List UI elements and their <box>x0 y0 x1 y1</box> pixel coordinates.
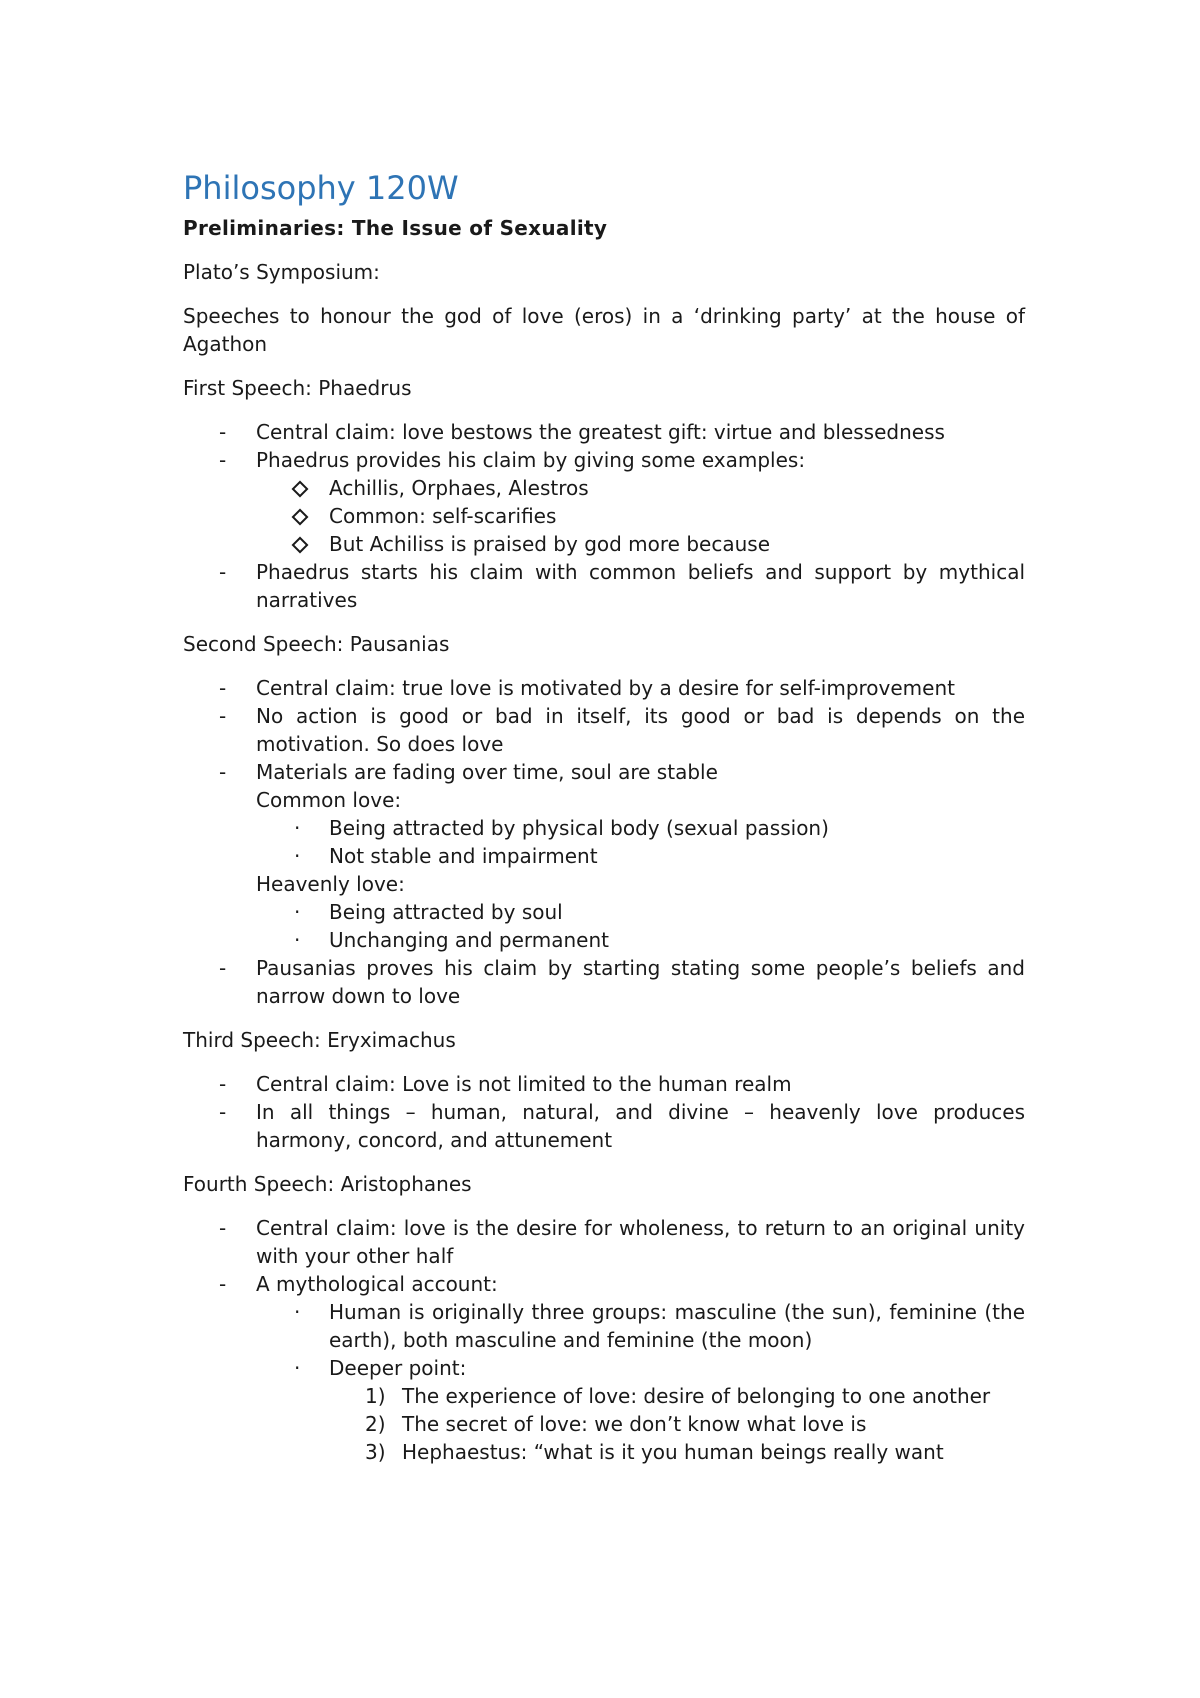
list-item-text: Deeper point: <box>329 1356 467 1380</box>
section-heading-fourth-speech: Fourth Speech: Aristophanes <box>183 1172 472 1196</box>
list-item <box>183 758 1025 786</box>
document-title: Philosophy 120W <box>183 169 459 207</box>
list-item-text: Central claim: true love is motivated by a desire for self-improvement <box>256 676 955 700</box>
second-speech-list <box>183 674 1025 1010</box>
list-item-text: Achillis, Orphaes, Alestros <box>329 476 589 500</box>
dash-marker: - <box>219 956 227 980</box>
dot-bullet-icon: · <box>294 900 301 924</box>
dash-marker: - <box>219 676 227 700</box>
diamond-bullet-icon <box>292 530 322 558</box>
dash-marker: - <box>219 1216 227 1240</box>
list-item <box>183 502 1025 530</box>
list-item <box>183 926 1025 954</box>
dash-marker: - <box>219 1100 227 1124</box>
number-marker: 3) <box>365 1440 386 1464</box>
list-item <box>183 1098 1025 1154</box>
list-item-text: Being attracted by soul <box>329 900 563 924</box>
list-item <box>183 558 1025 614</box>
list-item <box>183 1298 1025 1354</box>
list-item-text: Pausanias proves his claim by starting stating some people’s beliefs and narrow down to love <box>256 956 1025 1008</box>
number-marker: 2) <box>365 1412 386 1436</box>
list-item-text: No action is good or bad in itself, its good or bad is depends on the motivation. So does love <box>256 704 1025 756</box>
dot-bullet-icon: · <box>294 928 301 952</box>
section-heading-second-speech: Second Speech: Pausanias <box>183 632 450 656</box>
third-speech-list <box>183 1070 1025 1154</box>
dot-bullet-icon: · <box>294 1356 301 1380</box>
list-item-text: A mythological account: <box>256 1272 498 1296</box>
list-item-text: Central claim: love bestows the greatest gift: virtue and blessedness <box>256 420 945 444</box>
dash-marker: - <box>219 1072 227 1096</box>
list-item <box>183 418 1025 446</box>
document-subtitle: Preliminaries: The Issue of Sexuality <box>183 216 608 240</box>
section-heading-third-speech: Third Speech: Eryximachus <box>183 1028 456 1052</box>
list-item-text: The experience of love: desire of belonging to one another <box>402 1384 991 1408</box>
list-item <box>183 1270 1025 1298</box>
list-item-text: Being attracted by physical body (sexual passion) <box>329 816 829 840</box>
list-item-text: But Achiliss is praised by god more because <box>329 532 770 556</box>
list-item-text: Central claim: love is the desire for wholeness, to return to an original unity with your other half <box>256 1216 1025 1268</box>
dash-marker: - <box>219 760 227 784</box>
list-item <box>183 446 1025 474</box>
list-item <box>183 702 1025 758</box>
list-item <box>183 954 1025 1010</box>
diamond-bullet-icon <box>292 474 322 502</box>
list-item <box>183 1214 1025 1270</box>
fourth-speech-list <box>183 1214 1025 1466</box>
document-page <box>183 168 1025 1482</box>
dot-bullet-icon: · <box>294 816 301 840</box>
list-item <box>183 530 1025 558</box>
list-item <box>183 1354 1025 1382</box>
list-item-text: Unchanging and permanent <box>329 928 609 952</box>
dot-bullet-icon: · <box>294 844 301 868</box>
list-item-text: In all things – human, natural, and divine – heavenly love produces harmony, concord, and attunement <box>256 1100 1025 1152</box>
numbered-item <box>183 1438 1025 1466</box>
dash-marker: - <box>219 448 227 472</box>
intro-text: Speeches to honour the god of love (eros) in a ‘drinking party’ at the house of Agathon <box>183 304 1025 356</box>
list-item-text: Common: self-scarifies <box>329 504 557 528</box>
number-marker: 1) <box>365 1384 386 1408</box>
list-item <box>183 898 1025 926</box>
intro-heading: Plato’s Symposium: <box>183 260 380 284</box>
diamond-bullet-icon <box>292 502 322 530</box>
dash-marker: - <box>219 560 227 584</box>
dash-marker: - <box>219 1272 227 1296</box>
dash-marker: - <box>219 420 227 444</box>
list-item-text: Materials are fading over time, soul are stable <box>256 760 718 784</box>
common-love-label: Common love: <box>256 788 402 812</box>
list-item-text: The secret of love: we don’t know what love is <box>402 1412 867 1436</box>
section-heading-first-speech: First Speech: Phaedrus <box>183 376 412 400</box>
list-item <box>183 474 1025 502</box>
list-item <box>183 814 1025 842</box>
dot-bullet-icon: · <box>294 1300 301 1324</box>
list-item <box>183 1070 1025 1098</box>
list-item-text: Central claim: Love is not limited to the human realm <box>256 1072 792 1096</box>
dash-marker: - <box>219 704 227 728</box>
list-item <box>183 674 1025 702</box>
list-item <box>183 842 1025 870</box>
first-speech-list <box>183 418 1025 614</box>
numbered-item <box>183 1410 1025 1438</box>
list-item-text: Hephaestus: “what is it you human beings really want <box>402 1440 944 1464</box>
list-item-text: Human is originally three groups: masculine (the sun), feminine (the earth), both masculine and feminine (the moon) <box>329 1300 1025 1352</box>
list-item-text: Phaedrus starts his claim with common beliefs and support by mythical narratives <box>256 560 1025 612</box>
list-item-text: Phaedrus provides his claim by giving some examples: <box>256 448 806 472</box>
numbered-item <box>183 1382 1025 1410</box>
list-item-text: Not stable and impairment <box>329 844 598 868</box>
heavenly-love-label: Heavenly love: <box>256 872 405 896</box>
